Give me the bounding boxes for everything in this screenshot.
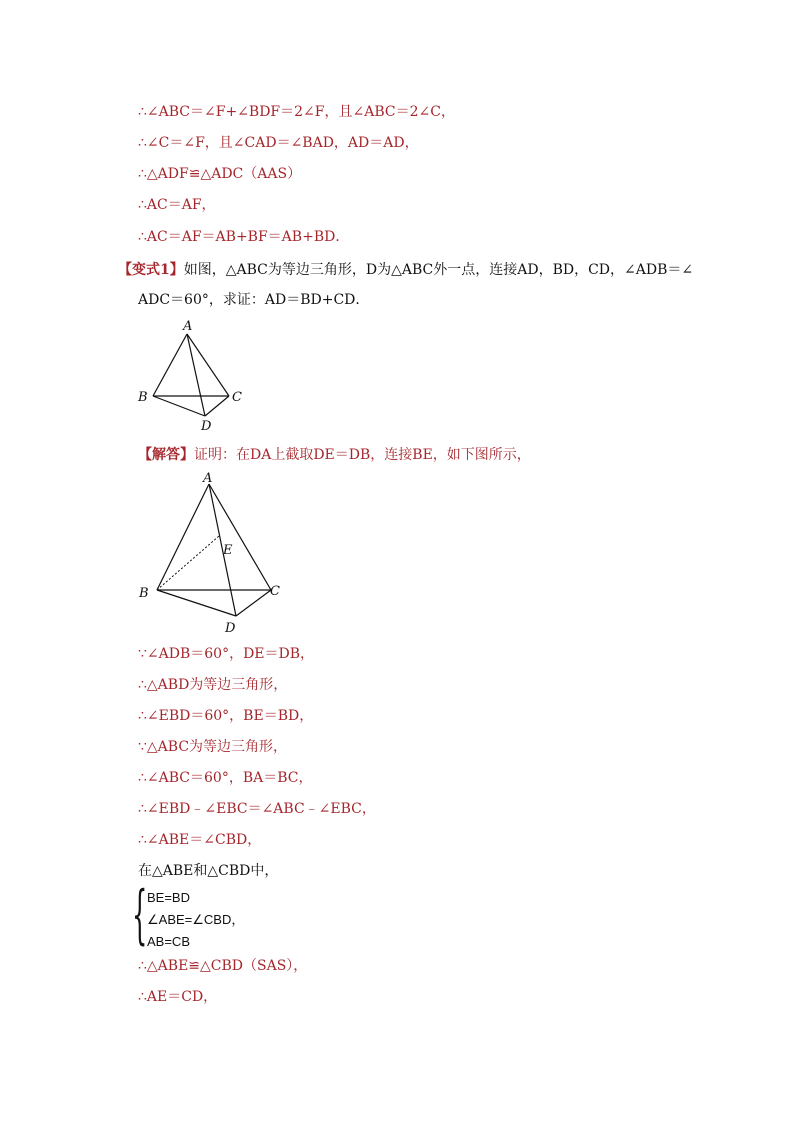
- variant-tag: 【变式1】: [118, 262, 184, 278]
- equation-system: [147, 887, 244, 953]
- label-B2: B: [139, 586, 149, 601]
- system-eq-1: BE=BD: [147, 890, 190, 905]
- proof-line-13: 在△ABE和△CBD中，: [138, 863, 279, 879]
- label-E2: E: [223, 543, 233, 558]
- label-C: C: [232, 390, 242, 405]
- label-A: A: [183, 319, 193, 334]
- figure-2-triangle: [135, 470, 290, 635]
- proof-line-4: ∴AC＝AF，: [138, 197, 216, 213]
- proof-line-2: ∴∠C＝∠F，且∠CAD＝∠BAD，AD＝AD，: [138, 135, 419, 151]
- proof-line-1: ∴∠ABC＝∠F+∠BDF＝2∠F，且∠ABC＝2∠C，: [138, 104, 455, 120]
- proof-line-5: ∴AC＝AF＝AB+BF＝AB+BD．: [138, 229, 350, 245]
- proof-line-6: ∵∠ADB＝60°，DE＝DB，: [138, 646, 315, 662]
- system-brace: {: [132, 878, 148, 953]
- proof-line-12: ∴∠ABE＝∠CBD，: [138, 832, 262, 848]
- proof-line-9: ∵△ABC为等边三角形，: [138, 739, 288, 755]
- variant-text-line2: ADC＝60°，求证：AD＝BD+CD．: [138, 292, 370, 308]
- label-B: B: [138, 390, 148, 405]
- system-eq-3: AB=CB: [147, 934, 190, 949]
- variant-text-line1: 如图，△ABC为等边三角形，D为△ABC外一点，连接AD，BD，CD，∠ADB＝∠: [183, 262, 694, 278]
- variant-problem: [118, 261, 693, 279]
- proof-line-7: ∴△ABD为等边三角形，: [138, 677, 288, 693]
- proof-line-15: ∴AE＝CD，: [138, 989, 218, 1005]
- figure-1-triangle: [135, 318, 255, 433]
- solution-text: 证明：在DA上截取DE＝DB，连接BE，如下图所示，: [194, 447, 531, 463]
- label-D2: D: [225, 621, 236, 636]
- proof-line-11: ∴∠EBD﹣∠EBC＝∠ABC﹣∠EBC，: [138, 801, 376, 817]
- solution-tag: 【解答】: [138, 447, 194, 463]
- system-eq-2: ∠ABE=∠CBD，: [147, 912, 245, 927]
- label-D: D: [201, 419, 212, 434]
- proof-line-8: ∴∠EBD＝60°，BE＝BD，: [138, 708, 314, 724]
- proof-line-3: ∴△ADF≌△ADC（AAS）: [138, 166, 302, 182]
- label-C2: C: [270, 584, 280, 599]
- proof-line-14: ∴△ABE≌△CBD（SAS），: [138, 958, 308, 974]
- solution-intro: [138, 446, 531, 464]
- proof-line-10: ∴∠ABC＝60°，BA＝BC，: [138, 770, 313, 786]
- label-A2: A: [203, 471, 213, 486]
